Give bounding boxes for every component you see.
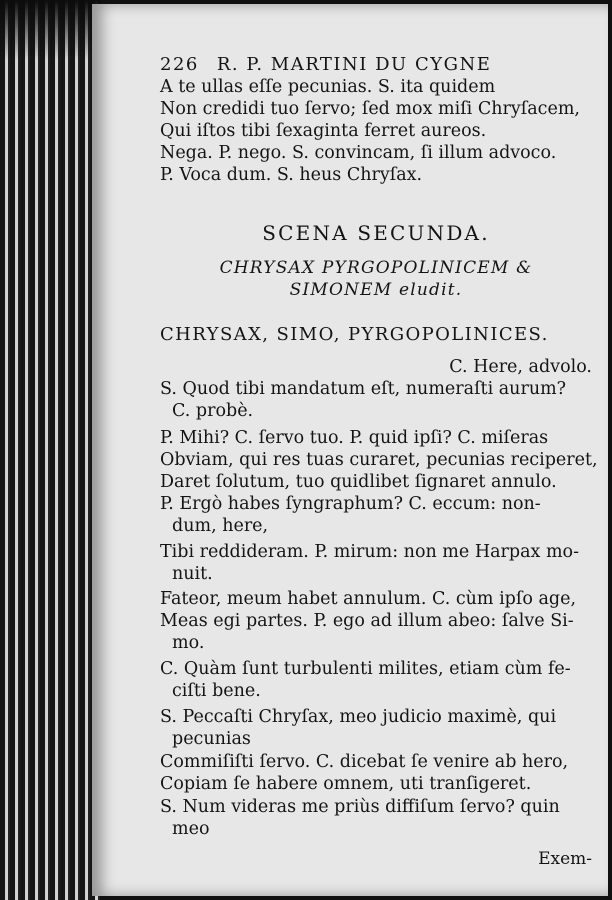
running-header [160, 54, 491, 76]
text-line: nuit. [172, 564, 213, 584]
scene-argument-line-1: CHRYSAX PYRGOPOLINICEM & [219, 258, 533, 278]
text-line: Tibi reddideram. P. mirum: non me Harpax mo- [160, 542, 579, 562]
book-page [92, 4, 608, 896]
text-line: Nega. P. nego. S. convincam, ſi illum advoco. [160, 143, 557, 163]
page-number: 226 [160, 54, 199, 75]
text-line: P. Voca dum. S. heus Chryſax. [160, 165, 423, 185]
text-line: Qui iſtos tibi ſexaginta ferret aureos. [160, 121, 487, 141]
text-line: meo [172, 819, 210, 839]
text-line: Fateor, meum habet annulum. C. cùm ipſo age, [160, 589, 577, 609]
cast-list: CHRYSAX, SIMO, PYRGOPOLINICES. [160, 324, 549, 345]
text-line: C. Here, advolo. [449, 357, 592, 377]
text-line: pecunias [172, 729, 251, 749]
text-line: S. Peccaſti Chryſax, meo judicio maximè, qui [160, 707, 557, 727]
catchword: Exem- [538, 849, 592, 869]
text-line: C. Quàm ſunt turbulenti milites, etiam cùm fe- [160, 659, 571, 679]
text-line: dum, here, [172, 516, 269, 536]
text-line: P. Mihi? C. ſervo tuo. P. quid ipſi? C. miſeras [160, 428, 549, 448]
running-head-title: R. P. MARTINI DU CYGNE [216, 54, 492, 75]
text-line: S. Num videras me priùs diffiſum ſervo? quin [160, 797, 560, 817]
text-line: Non credidi tuo ſervo; ſed mox miſi Chryſacem, [160, 99, 580, 119]
text-line: S. Quod tibi mandatum eſt, numeraſti aurum? [160, 379, 567, 399]
text-line: Copiam ſe habere omnem, uti tranſigeret. [160, 774, 532, 794]
text-line: Commiſiſti ſervo. C. dicebat ſe venire ab hero, [160, 752, 569, 772]
text-line: ciſti bene. [172, 681, 261, 701]
text-line: Daret ſolutum, tuo quidlibet ſignaret annulo. [160, 472, 557, 492]
text-line: Meas egi partes. P. ego ad illum abeo: ſalve Si- [160, 611, 574, 631]
text-line: P. Ergò habes ſyngraphum? C. eccum: non- [160, 494, 541, 514]
scene-title: SCENA SECUNDA. [262, 221, 490, 245]
text-line: Obviam, qui res tuas curaret, pecunias reciperet, [160, 450, 598, 470]
text-line: C. probè. [172, 401, 254, 421]
book-page-edges [0, 0, 100, 900]
scene-argument-line-2: SIMONEM eludit. [289, 280, 463, 300]
text-line: A te ullas eſſe pecunias. S. ita quidem [160, 77, 496, 97]
text-line: mo. [172, 633, 205, 653]
